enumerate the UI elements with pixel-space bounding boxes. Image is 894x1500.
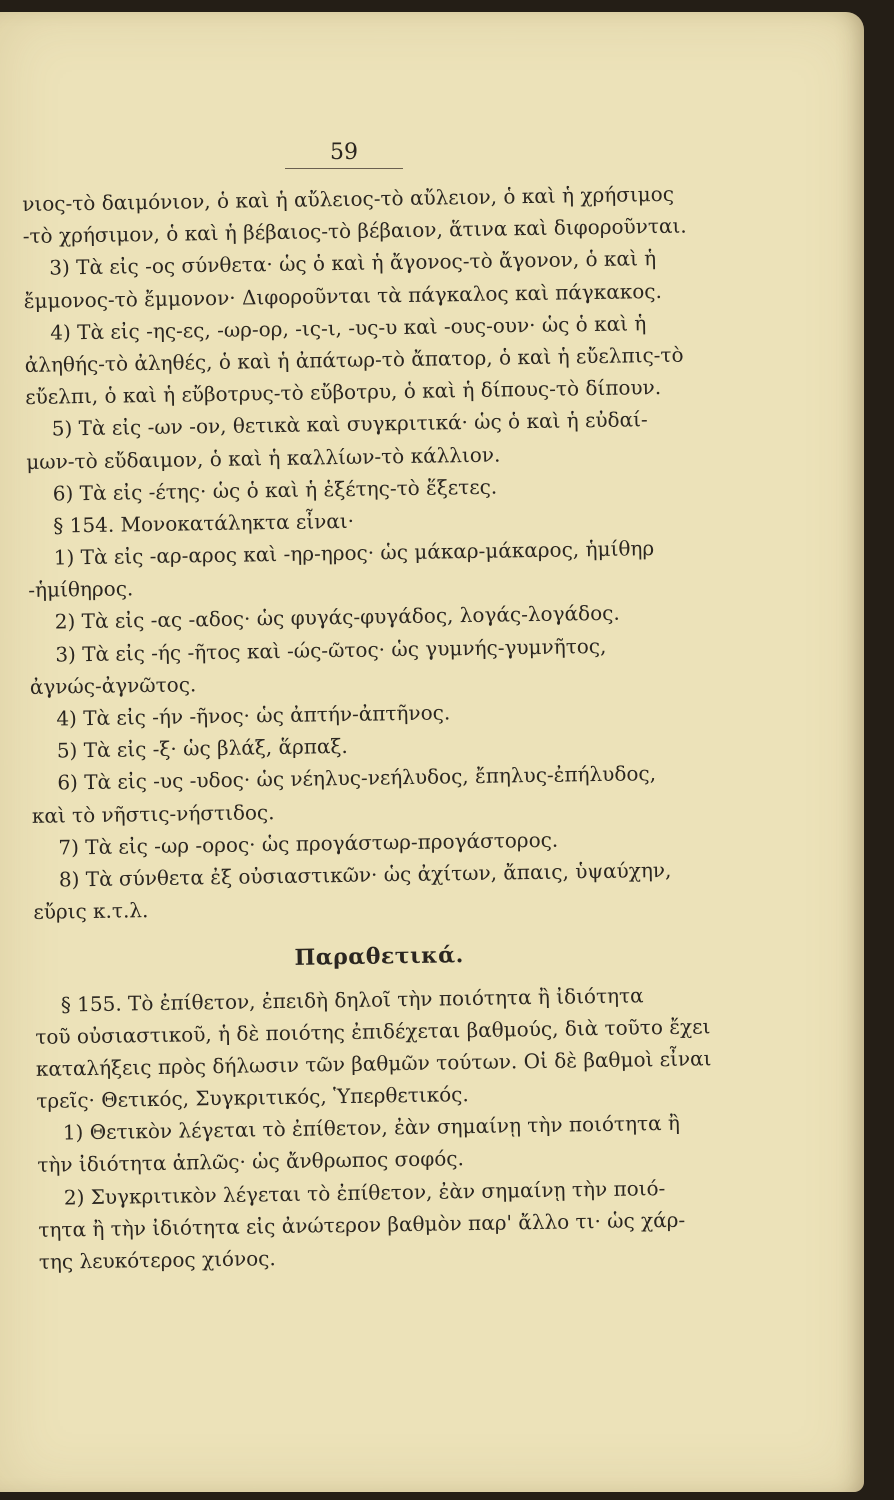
text-line: τὴν ἰδιότητα ἁπλῶς· ὡς ἄνθρωπος σοφός. (37, 1146, 465, 1178)
text-line: 6) Τὰ εἰς -υς -υδος· ὡς νέηλυς-νεήλυδος, ἔπηλυς-ἐπήλυδος, (57, 761, 657, 795)
section-heading: Παραθετικά. (294, 942, 464, 972)
text-line: -τὸ χρήσιμον, ὁ καὶ ἡ βέβαιος-τὸ βέβαιον, ἅτινα καὶ διφοροῦνται. (22, 213, 687, 249)
text-line: καταλήξεις πρὸς δήλωσιν τῶν βαθμῶν τούτων. Οἱ δὲ βαθμοὶ εἶναι (35, 1046, 712, 1081)
text-line: 2) Συγκριτικὸν λέγεται τὸ ἐπίθετον, ἐὰν σημαίνῃ τὴν ποιό- (63, 1175, 666, 1210)
section-line: § 154. Μονοκατάληκτα εἶναι· (53, 508, 355, 538)
text-line: τητα ἢ τὴν ἰδιότητα εἰς ἀνώτερον βαθμὸν παρ' ἄλλο τι· ὡς χάρ- (38, 1207, 686, 1242)
text-line: τρεῖς· Θετικός, Συγκριτικός, Ὑπερθετικός. (36, 1082, 469, 1113)
text-line: ἔμμονος-τὸ ἔμμονον· Διφοροῦνται τὰ πάγκαλος καὶ πάγκακος. (23, 278, 663, 313)
text-line: 1) Θετικὸν λέγεται τὸ ἐπίθετον, ἐὰν σημαίνῃ τὴν ποιότητα ἢ (62, 1111, 681, 1145)
text-line: 7) Τὰ εἰς -ωρ -ορος· ὡς προγάστωρ-προγάστορος. (58, 827, 559, 860)
text-line: της λευκότερος χιόνος. (38, 1246, 276, 1274)
book-page (0, 12, 864, 1492)
page-number-rule (285, 168, 403, 169)
text-line: εὔρις κ.τ.λ. (33, 898, 149, 925)
text-line: 3) Τὰ εἰς -ος σύνθετα· ὡς ὁ καὶ ἡ ἄγονος-τὸ ἄγονον, ὁ καὶ ἡ (49, 246, 657, 280)
text-line: 6) Τὰ εἰς -έτης· ὡς ὁ καὶ ἡ ἑξέτης-τὸ ἕξετες. (52, 474, 498, 506)
text-line: -ἡμίθηρος. (28, 576, 134, 603)
text-line: 5) Τὰ εἰς -ξ· ὡς βλάξ, ἅρπαξ. (56, 734, 348, 763)
text-line: εὔελπι, ὁ καὶ ἡ εὔβοτρυς-τὸ εὔβοτρυ, ὁ καὶ ἡ δίπους-τὸ δίπουν. (25, 375, 662, 410)
text-line: 2) Τὰ εἰς -ας -αδος· ὡς φυγάς-φυγάδος, λογάς-λογάδος. (54, 601, 620, 634)
text-line: 1) Τὰ εἰς -αρ-αρος καὶ -ηρ-ηρος· ὡς μάκαρ-μάκαρος, ἡμίθηρ (53, 536, 655, 570)
text-line: 3) Τὰ εἰς -ής -ῆτος καὶ -ώς-ῶτος· ὡς γυμνής-γυμνῆτος, (55, 633, 607, 667)
text-line: τοῦ οὐσιαστικοῦ, ἡ δὲ ποιότης ἐπιδέχεται βαθμούς, διὰ τοῦτο ἔχει (35, 1013, 711, 1049)
text-line: νιος-τὸ δαιμόνιον, ὁ καὶ ἡ αὔλειος-τὸ αὔλειον, ὁ καὶ ἡ χρήσιμος (22, 181, 675, 216)
text-line: καὶ τὸ νῆστις-νήστιδος. (31, 799, 275, 828)
text-line: 4) Τὰ εἰς -ης-ες, -ωρ-ορ, -ις-ι, -υς-υ καὶ -ους-ουν· ὡς ὁ καὶ ἡ (50, 310, 647, 345)
text-line: μων-τὸ εὔδαιμον, ὁ καὶ ἡ καλλίων-τὸ κάλλιον. (26, 442, 501, 474)
text-line: 5) Τὰ εἰς -ων -ον, θετικὰ καὶ συγκριτικά· ὡς ὁ καὶ ἡ εὐδαί- (51, 407, 648, 441)
text-line: ἀληθής-τὸ ἀληθές, ὁ καὶ ἡ ἀπάτωρ-τὸ ἄπατορ, ὁ καὶ ἡ εὔελπις-τὸ (24, 342, 684, 377)
page-number: 59 (330, 140, 358, 165)
text-line: 4) Τὰ εἰς -ήν -ῆνος· ὡς ἀπτήν-ἀπτῆνος. (56, 700, 451, 731)
section-line: § 155. Τὸ ἐπίθετον, ἐπειδὴ δηλοῖ τὴν ποιότητα ἢ ἰδιότητα (60, 982, 644, 1017)
text-line: 8) Τὰ σύνθετα ἐξ οὐσιαστικῶν· ὡς ἀχίτων, ἄπαις, ὑψαύχην, (58, 857, 672, 892)
text-line: ἀγνώς-ἀγνῶτος. (29, 672, 197, 699)
page-text (22, 177, 729, 1278)
